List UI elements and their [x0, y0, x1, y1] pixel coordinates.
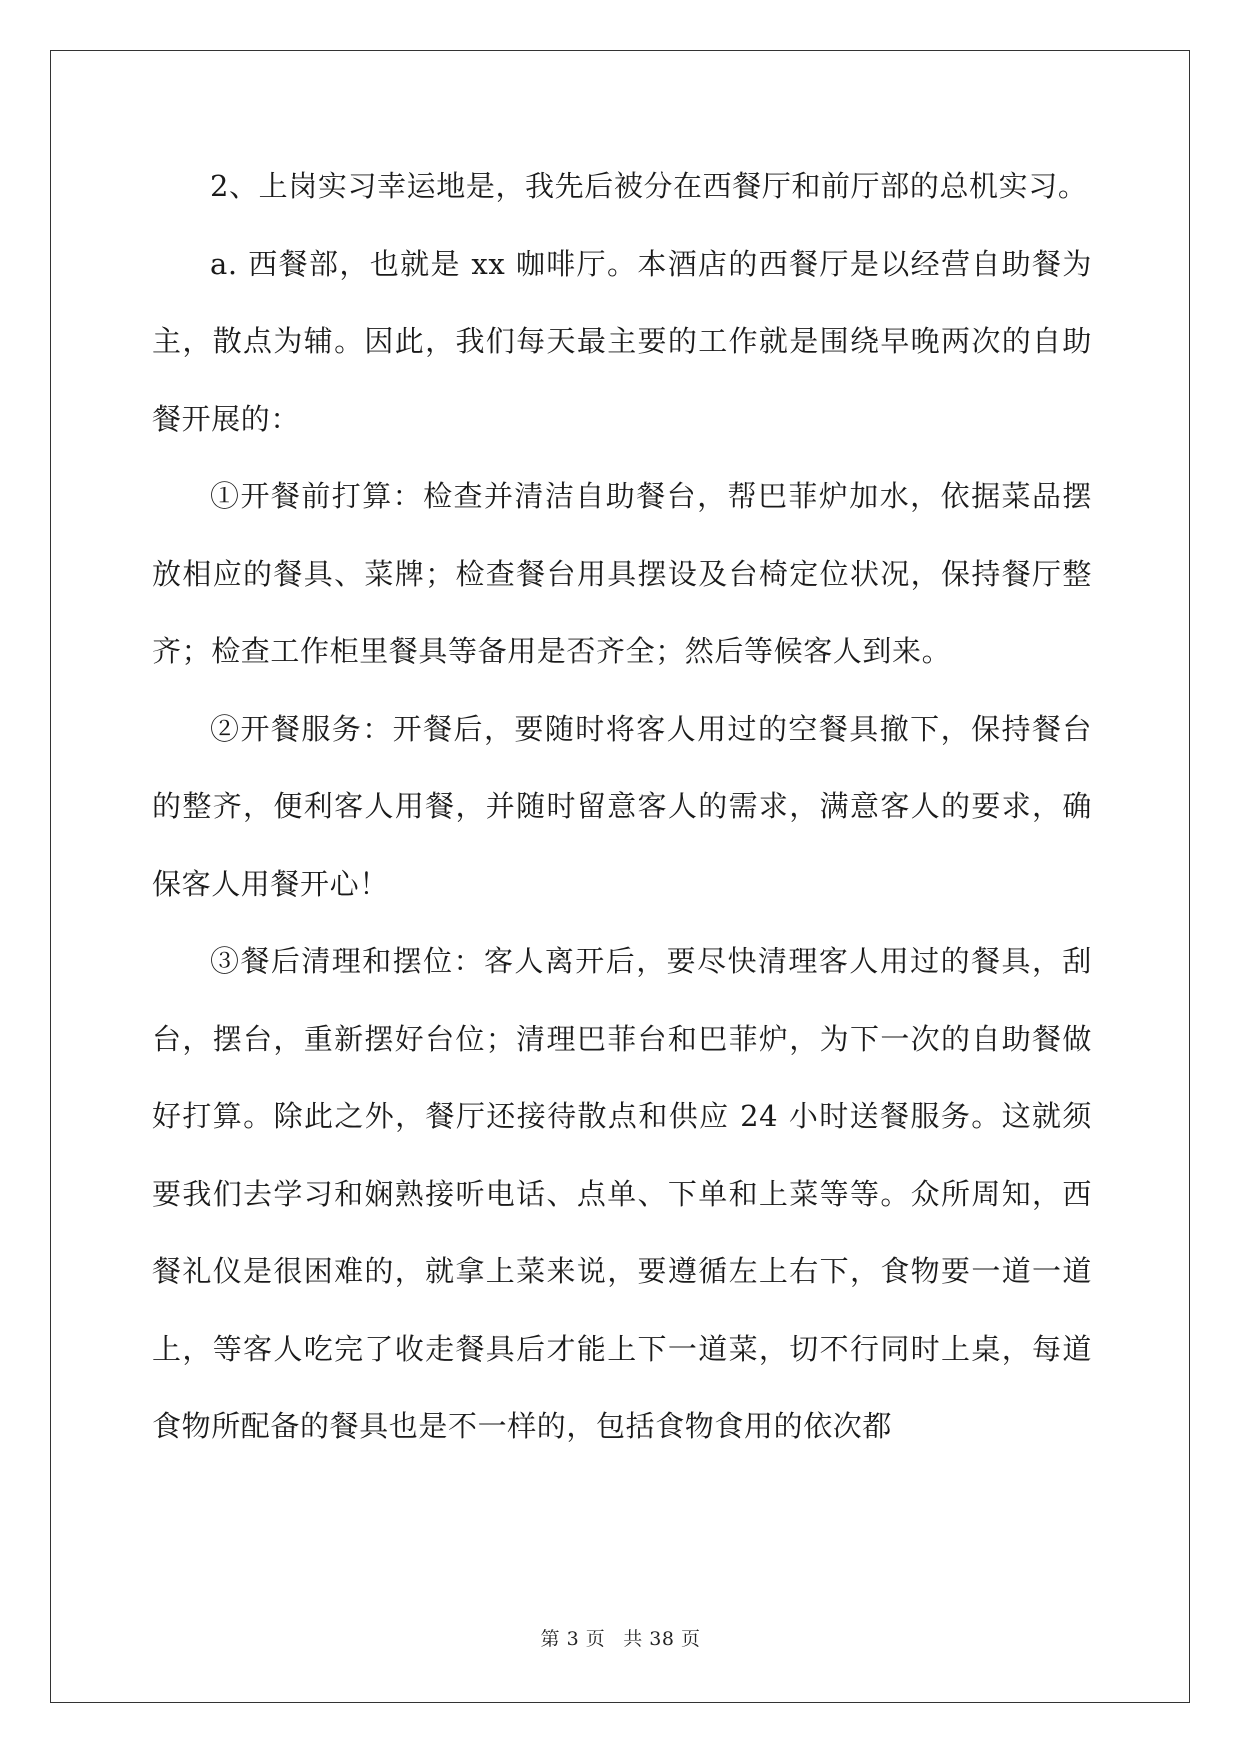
- page-footer: [0, 1624, 1241, 1651]
- page-number-current: 第 3 页: [540, 1628, 606, 1650]
- paragraph-2: a. 西餐部，也就是 xx 咖啡厅。本酒店的西餐厅是以经营自助餐为主，散点为辅。因此，我们每天最主要的工作就是围绕早晚两次的自助餐开展的：: [152, 246, 1092, 436]
- page-number-total: 共 38 页: [623, 1628, 701, 1650]
- paragraph-3: ①开餐前打算：检查并清洁自助餐台，帮巴菲炉加水，依据菜品摆放相应的餐具、菜牌；检查餐台用具摆设及台椅定位状况，保持餐厅整齐；检查工作柜里餐具等备用是否齐全；然后等候客人到来。: [152, 479, 1092, 668]
- paragraph-4: ②开餐服务：开餐后，要随时将客人用过的空餐具撤下，保持餐台的整齐，便利客人用餐，并随时留意客人的需求，满意客人的要求，确保客人用餐开心！: [152, 711, 1092, 901]
- document-body: [152, 148, 1092, 1466]
- paragraph-1: 2、上岗实习幸运地是，我先后被分在西餐厅和前厅部的总机实习。: [210, 169, 1088, 203]
- paragraph-5: ③餐后清理和摆位：客人离开后，要尽快清理客人用过的餐具，刮台，摆台，重新摆好台位；清理巴菲台和巴菲炉，为下一次的自助餐做好打算。除此之外，餐厅还接待散点和供应 24 小时送餐服务。这就须要我们去学习和娴熟接听电话、点单、下单和上菜等等。众所周知，西餐礼仪是很困难的，就拿上菜来说，要遵循左上右下，食物要一道一道上，等客人吃完了收走餐具后才能上下一道菜，切不行同时上桌，每道食物所配备的餐具也是不一样的，包括食物食用的依次都: [152, 944, 1092, 1443]
